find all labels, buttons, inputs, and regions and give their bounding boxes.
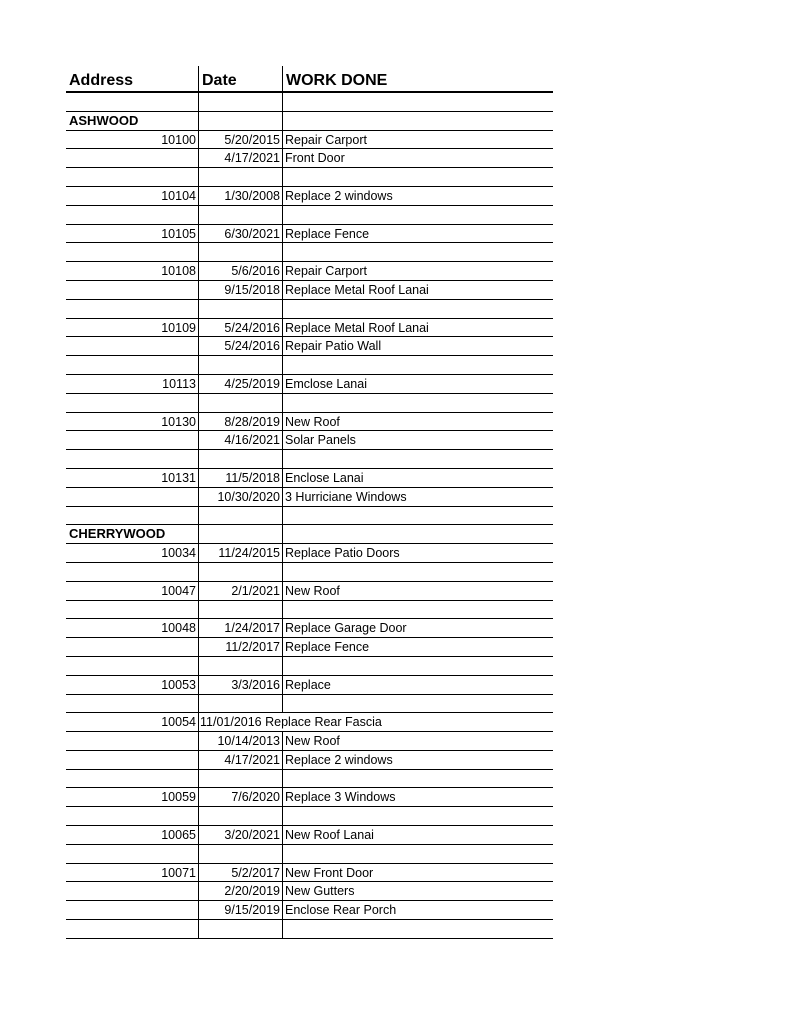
address-cell: 10048 bbox=[161, 621, 196, 636]
address-cell: 10131 bbox=[161, 470, 196, 485]
header-date: Date bbox=[198, 66, 286, 92]
work-cell: Replace Metal Roof Lanai bbox=[282, 281, 553, 300]
table-row bbox=[66, 131, 553, 150]
address-cell bbox=[66, 168, 198, 187]
address-cell: 10130 bbox=[161, 414, 196, 429]
address-cell bbox=[66, 882, 198, 901]
table-row bbox=[66, 826, 553, 845]
section-header-row bbox=[66, 525, 553, 544]
date-cell bbox=[198, 807, 283, 826]
work-cell: Replace Fence bbox=[282, 225, 553, 244]
work-log-table bbox=[66, 66, 553, 939]
date-cell: 4/16/2021 bbox=[198, 431, 282, 450]
work-cell bbox=[282, 845, 554, 864]
work-cell: Front Door bbox=[282, 149, 553, 168]
date-cell bbox=[198, 563, 283, 582]
address-cell: 10065 bbox=[161, 828, 196, 843]
address-cell: 10053 bbox=[161, 677, 196, 692]
date-cell: 5/6/2016 bbox=[198, 262, 282, 281]
blank-row bbox=[66, 168, 553, 187]
blank-row bbox=[66, 920, 553, 939]
work-cell: Enclose Lanai bbox=[282, 469, 553, 488]
date-cell bbox=[198, 450, 283, 469]
work-cell: Repair Patio Wall bbox=[282, 337, 553, 356]
table-row bbox=[66, 638, 553, 657]
table-row bbox=[66, 619, 553, 638]
work-cell bbox=[282, 243, 554, 262]
header-address: Address bbox=[69, 72, 134, 89]
work-cell bbox=[282, 112, 554, 131]
date-cell bbox=[198, 356, 283, 375]
blank-row bbox=[66, 394, 553, 413]
address-cell: 10105 bbox=[161, 226, 196, 241]
work-cell bbox=[282, 695, 554, 714]
address-cell bbox=[66, 431, 198, 450]
work-cell bbox=[282, 657, 554, 676]
work-cell bbox=[282, 920, 554, 939]
date-cell: 2/1/2021 bbox=[198, 582, 282, 601]
work-cell bbox=[282, 601, 554, 620]
address-cell: 10113 bbox=[162, 376, 196, 391]
work-cell: Replace Metal Roof Lanai bbox=[282, 319, 553, 338]
address-cell bbox=[66, 337, 198, 356]
blank-row bbox=[66, 450, 553, 469]
work-cell: Repair Carport bbox=[282, 131, 553, 150]
blank-row bbox=[66, 243, 553, 262]
address-cell bbox=[66, 601, 198, 620]
date-cell bbox=[198, 525, 283, 544]
header-work-done: WORK DONE bbox=[282, 66, 557, 92]
table-row bbox=[66, 431, 553, 450]
date-cell bbox=[198, 300, 283, 319]
work-cell bbox=[282, 394, 554, 413]
table-row bbox=[66, 864, 553, 883]
address-cell bbox=[66, 243, 198, 262]
table-row bbox=[66, 901, 553, 920]
date-cell: 4/17/2021 bbox=[198, 149, 282, 168]
address-cell bbox=[66, 450, 198, 469]
date-cell bbox=[198, 206, 283, 225]
date-cell: 1/30/2008 bbox=[198, 187, 282, 206]
date-cell: 3/3/2016 bbox=[198, 676, 282, 695]
work-cell bbox=[282, 525, 554, 544]
table-header-row bbox=[66, 66, 553, 93]
date-cell bbox=[198, 695, 283, 714]
address-cell: 10034 bbox=[161, 546, 196, 561]
table-row bbox=[66, 788, 553, 807]
table-row bbox=[66, 337, 553, 356]
table-row bbox=[66, 413, 553, 432]
address-cell bbox=[66, 920, 198, 939]
blank-row bbox=[66, 507, 553, 526]
date-cell bbox=[198, 243, 283, 262]
address-cell: 10109 bbox=[161, 320, 196, 335]
work-cell: New Roof bbox=[282, 582, 553, 601]
date-cell: 4/25/2019 bbox=[198, 375, 282, 394]
work-cell bbox=[282, 563, 554, 582]
table-row bbox=[66, 488, 553, 507]
work-cell: Solar Panels bbox=[282, 431, 553, 450]
work-cell bbox=[282, 450, 554, 469]
date-cell bbox=[198, 168, 283, 187]
date-cell: 1/24/2017 bbox=[198, 619, 282, 638]
work-cell: Replace 2 windows bbox=[282, 751, 553, 770]
table-row bbox=[66, 582, 553, 601]
section-label: CHERRYWOOD bbox=[69, 526, 166, 542]
date-cell: 5/24/2016 bbox=[198, 319, 282, 338]
table-body bbox=[66, 93, 553, 939]
date-cell: 9/15/2018 bbox=[198, 281, 282, 300]
table-row bbox=[66, 262, 553, 281]
address-cell bbox=[66, 807, 198, 826]
date-cell: 10/30/2020 bbox=[198, 488, 282, 507]
work-cell: Emclose Lanai bbox=[282, 375, 553, 394]
work-cell bbox=[282, 168, 554, 187]
work-cell bbox=[282, 93, 554, 112]
work-cell bbox=[282, 807, 554, 826]
address-cell bbox=[66, 732, 198, 751]
table-row bbox=[66, 319, 553, 338]
blank-row bbox=[66, 563, 553, 582]
address-cell: 10108 bbox=[161, 264, 196, 279]
address-cell bbox=[66, 563, 198, 582]
table-row bbox=[66, 375, 553, 394]
address-cell bbox=[66, 845, 198, 864]
table-row bbox=[66, 544, 553, 563]
date-cell: 3/20/2021 bbox=[198, 826, 282, 845]
work-cell bbox=[282, 356, 554, 375]
table-row bbox=[66, 225, 553, 244]
address-cell: 10071 bbox=[161, 865, 196, 880]
date-cell bbox=[198, 112, 283, 131]
blank-row bbox=[66, 93, 553, 112]
work-cell: Replace Garage Door bbox=[282, 619, 553, 638]
blank-row bbox=[66, 206, 553, 225]
date-cell: 8/28/2019 bbox=[198, 413, 282, 432]
table-row bbox=[66, 732, 553, 751]
date-cell: 5/24/2016 bbox=[198, 337, 282, 356]
work-cell: Replace bbox=[282, 676, 553, 695]
work-cell: New Roof Lanai bbox=[282, 826, 553, 845]
blank-row bbox=[66, 657, 553, 676]
blank-row bbox=[66, 770, 553, 789]
work-cell: Replace Fence bbox=[282, 638, 553, 657]
address-cell bbox=[66, 638, 198, 657]
table-row bbox=[66, 469, 553, 488]
address-cell bbox=[66, 751, 198, 770]
work-cell: Enclose Rear Porch bbox=[282, 901, 553, 920]
address-cell bbox=[66, 901, 198, 920]
table-row bbox=[66, 882, 553, 901]
work-cell: New Roof bbox=[282, 732, 553, 751]
address-cell bbox=[66, 356, 198, 375]
work-cell bbox=[282, 770, 554, 789]
date-cell: 11/5/2018 bbox=[198, 469, 282, 488]
date-cell bbox=[198, 601, 283, 620]
date-cell bbox=[198, 394, 283, 413]
date-cell bbox=[198, 507, 283, 526]
table-row bbox=[66, 187, 553, 206]
blank-row bbox=[66, 356, 553, 375]
date-cell bbox=[198, 770, 283, 789]
address-cell: 10054 bbox=[161, 715, 196, 730]
table-row bbox=[66, 751, 553, 770]
table-row bbox=[66, 149, 553, 168]
date-cell bbox=[198, 845, 283, 864]
table-row bbox=[66, 713, 553, 732]
date-cell: 2/20/2019 bbox=[198, 882, 282, 901]
date-cell: 11/2/2017 bbox=[198, 638, 282, 657]
date-cell bbox=[198, 657, 283, 676]
date-cell: 9/15/2019 bbox=[198, 901, 282, 920]
date-cell: 10/14/2013 bbox=[198, 732, 282, 751]
date-cell bbox=[198, 920, 283, 939]
address-cell bbox=[66, 394, 198, 413]
blank-row bbox=[66, 807, 553, 826]
address-cell bbox=[66, 149, 198, 168]
work-cell: 3 Hurriciane Windows bbox=[282, 488, 553, 507]
address-cell: 10047 bbox=[161, 583, 196, 598]
date-cell: 6/30/2021 bbox=[198, 225, 282, 244]
address-cell bbox=[66, 657, 198, 676]
blank-row bbox=[66, 601, 553, 620]
date-cell bbox=[198, 93, 283, 112]
address-cell: 10059 bbox=[161, 790, 196, 805]
date-cell: 7/6/2020 bbox=[198, 788, 282, 807]
address-cell bbox=[66, 695, 198, 714]
address-cell: 10100 bbox=[161, 132, 196, 147]
address-cell bbox=[66, 300, 198, 319]
blank-row bbox=[66, 845, 553, 864]
date-cell: 4/17/2021 bbox=[198, 751, 282, 770]
date-work-merged-cell: 11/01/2016 Replace Rear Fascia bbox=[198, 713, 284, 732]
address-cell bbox=[66, 507, 198, 526]
section-header-row bbox=[66, 112, 553, 131]
address-cell bbox=[66, 206, 198, 225]
address-cell bbox=[66, 93, 198, 112]
address-cell bbox=[66, 281, 198, 300]
blank-row bbox=[66, 300, 553, 319]
table-row bbox=[66, 281, 553, 300]
work-cell: New Front Door bbox=[282, 864, 553, 883]
work-cell bbox=[282, 206, 554, 225]
work-cell: Repair Carport bbox=[282, 262, 553, 281]
work-cell bbox=[282, 300, 554, 319]
work-cell: New Roof bbox=[282, 413, 553, 432]
date-cell: 5/2/2017 bbox=[198, 864, 282, 883]
work-cell bbox=[282, 507, 554, 526]
table-row bbox=[66, 676, 553, 695]
work-cell: Replace Patio Doors bbox=[282, 544, 553, 563]
date-cell: 5/20/2015 bbox=[198, 131, 282, 150]
address-cell bbox=[66, 488, 198, 507]
section-label: ASHWOOD bbox=[69, 112, 139, 128]
work-cell: New Gutters bbox=[282, 882, 553, 901]
address-cell bbox=[66, 770, 198, 789]
work-cell: Replace 2 windows bbox=[282, 187, 553, 206]
work-cell: Replace 3 Windows bbox=[282, 788, 553, 807]
date-cell: 11/24/2015 bbox=[198, 544, 282, 563]
address-cell: 10104 bbox=[161, 188, 196, 203]
blank-row bbox=[66, 695, 553, 714]
